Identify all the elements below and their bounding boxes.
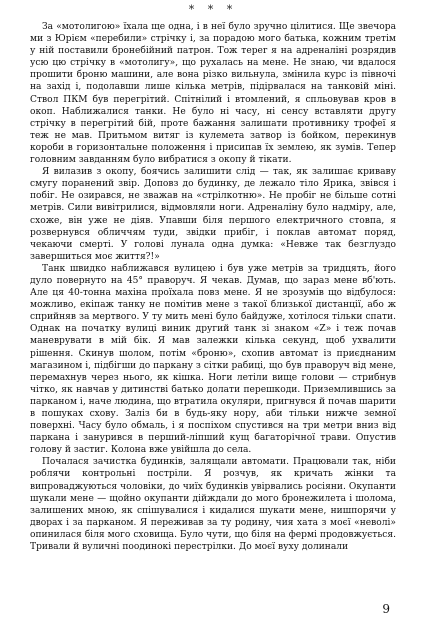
- paragraph: Я вилазив з окопу, боячись залишити слід — так, як залишає криваву смугу поранений звір. Доповз до будинку, де лежало тіло Ярика, звівся і побіг. Не озирався, не зважав на «стрілкотню». Не пробіг не більше сотні метрів. Сили вивітрилися, відмовляли ноги. Адреналіну було надміру, але, схоже, він уже не діяв. Упавши біля першого електричного стовпа, я розвернувся обличчям туди, звідки прибіг, і поклав автомат поряд, чекаючи смерті. У голові лунала одна думка: «Невже так безглуздо завершиться моє життя?!»: [30, 167, 396, 262]
- paragraph: Почалася зачистка будинків, залящали автомати. Працювали так, ніби роблячи контрольні постріли. Я розчув, як кричать жінки та випроваджуються чоловіки, до чиїх будинків увірвались росіяни. Окупанти шукали мене — щойно окупанти дійждали до мого бронежилета і шолома, залишених мною, як спішувалися і кидалися шукати мене, нишпорячи у дворах і за парканом. Я переживав за ту родину, чия хата з моєї «неволі» опинилася біля мого сховища. Було чути, що біля на фермі продовжується. Тривали й вуличні поодинокі перестрілки. До моєї вуху долинали: [30, 457, 396, 553]
- paragraph: Танк швидко наближався вулицею і був уже метрів за тридцять, його дуло повернуто на 45° праворуч. Я чекав. Думав, що зараз мене вб'ють. Але ця 40-тонна махіна проїхала повз мене. Я не зрозумів що відбулося: можливо, екіпаж танку не помітив мене з такої близької дистанції, або ж сприйняв за мертвого. У ту мить мені було байдуже, хотілося тільки спати. Однак на початку вулиці виник другий танк зі знаком «Z» і теж почав маневрувати в мій бік. Я мав залежки кілька секунд, щоб ухвалити рішення. Скинув шолом, потім «броню», схопив автомат із приєднаним магазином і, підбігши до паркану з сітки рабиці, що був праворуч від мене, перемахнув через нього, як кішка. Ноги летіли вище голови — стрибнув чітко, як навчав у дитинстві батько долати перешкоди. Приземлившись за парканом і, наче людина, що втратила окуляри, пригнувся й почав шарити в пошуках схову. Заліз би в будь-яку нору, аби тільки нижче земної поверхні. Часу було обмаль, і я поспіхом спустився на три метри вниз від паркана і занурився в перший-ліпший кущ багаторічної трави. Опустив голову й застиг. Колона вже увійшла до села.: [30, 263, 396, 456]
- body-text: [30, 21, 396, 553]
- page-number: 9: [382, 602, 390, 616]
- paragraph: За «мотолигою» їхала ще одна, і в неї було зручно цілитися. Ще звечора ми з Юрієм «перебили» стрічку і, за порадою мого батька, кожним третім у ній поставили бронебійний патрон. Тож теper я на адреналіні розрядив усю цю стрічку в «мотолигу», що рухалась на мене. Не знаю, чи вдалося прошити броню машини, але вона різко вильнула, змінила курс із півночі на захід і, подолавши лише кілька метрів, підірвалася на танковій міні. Ствол ПКМ був перегрітий. Спітнілий і втомлений, я спльовував кров в окоп. Наближалися танки. Не було ні часу, ні сенсу вставляти другу стрічку в перегрітий бій, проте бажання залишати противнику трофеї я теж не мав. Притьмом витяг із кулемета затвор із бойком, перекинув короби в горизонтальне положення і присипав їх землею, як зумів. Тепер головним завданням було вибратися з окопу й тікати.: [30, 22, 396, 166]
- section-separator: * * *: [188, 3, 238, 16]
